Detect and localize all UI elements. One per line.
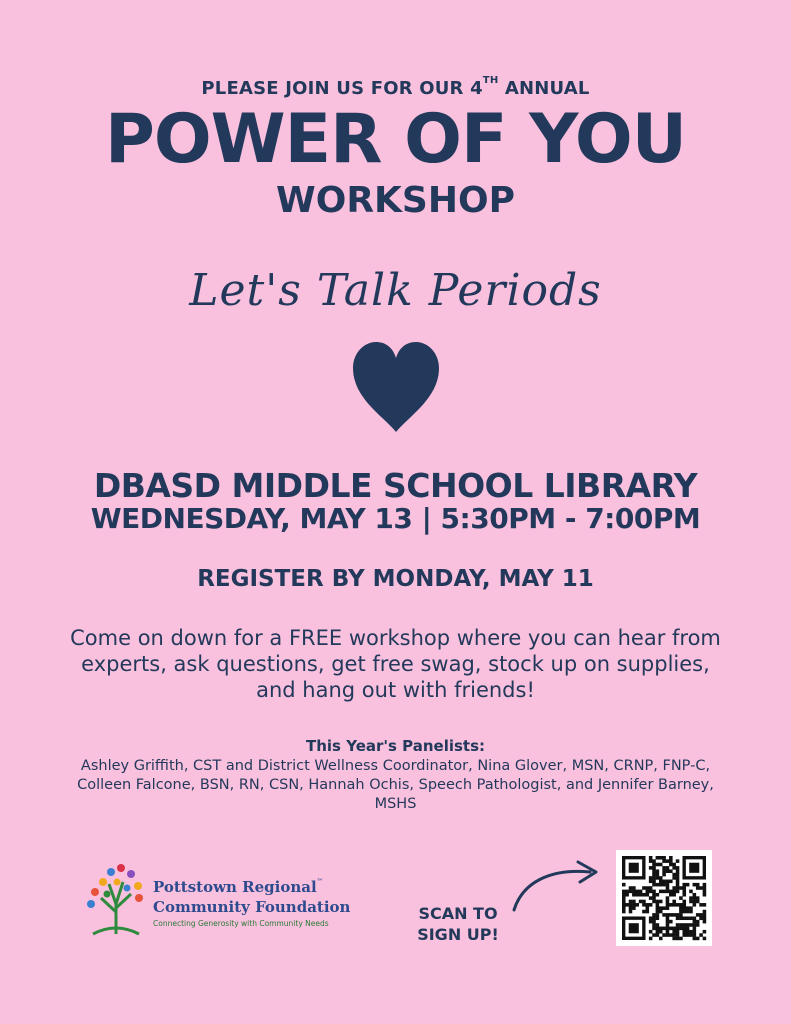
event-venue: DBASD MIDDLE SCHOOL LIBRARY [93, 466, 698, 505]
sponsor-tagline: Connecting Generosity with Community Needs [153, 919, 329, 928]
heart-icon [353, 342, 439, 432]
kicker-line [0, 75, 791, 99]
event-description: Come on down for a FREE workshop where you can hear from experts, ask questions, get free swag, stock up on supplies, and hang out with friends! [70, 626, 721, 702]
scan-cta: SCAN TO SIGN UP! [417, 904, 499, 944]
kicker-superscript: TH [482, 75, 499, 86]
kicker-text: PLEASE JOIN US FOR OUR 4 [201, 78, 483, 99]
panelists-heading: This Year's Panelists: [306, 737, 485, 755]
trademark-mark: ™ [316, 878, 323, 885]
event-datetime: WEDNESDAY, MAY 13 | 5:30PM - 7:00PM [90, 502, 701, 535]
tree-icon [83, 860, 149, 936]
sponsor-name-line2: Community Foundation [153, 898, 351, 916]
page-subtitle: WORKSHOP [276, 180, 515, 221]
page-title: POWER OF YOU [105, 100, 686, 179]
sponsor-logo [83, 854, 351, 938]
register-deadline: REGISTER BY MONDAY, MAY 11 [197, 566, 594, 592]
qr-code[interactable] [616, 850, 712, 946]
panelists-list: Ashley Griffith, CST and District Wellness Coordinator, Nina Glover, MSN, CRNP, FNP-C, Colleen Falcone, BSN, RN, CSN, Hannah Ochis, Speech Pathologist, and Jennifer Barney, MSHS [77, 758, 714, 812]
sponsor-name-text: Pottstown Regional [153, 878, 317, 896]
curved-arrow-icon [508, 858, 603, 916]
kicker-suffix: ANNUAL [498, 78, 590, 99]
script-tagline: Let's Talk Periods [189, 265, 602, 316]
qr-code-icon [616, 850, 712, 946]
sponsor-name-line1 [153, 878, 323, 896]
